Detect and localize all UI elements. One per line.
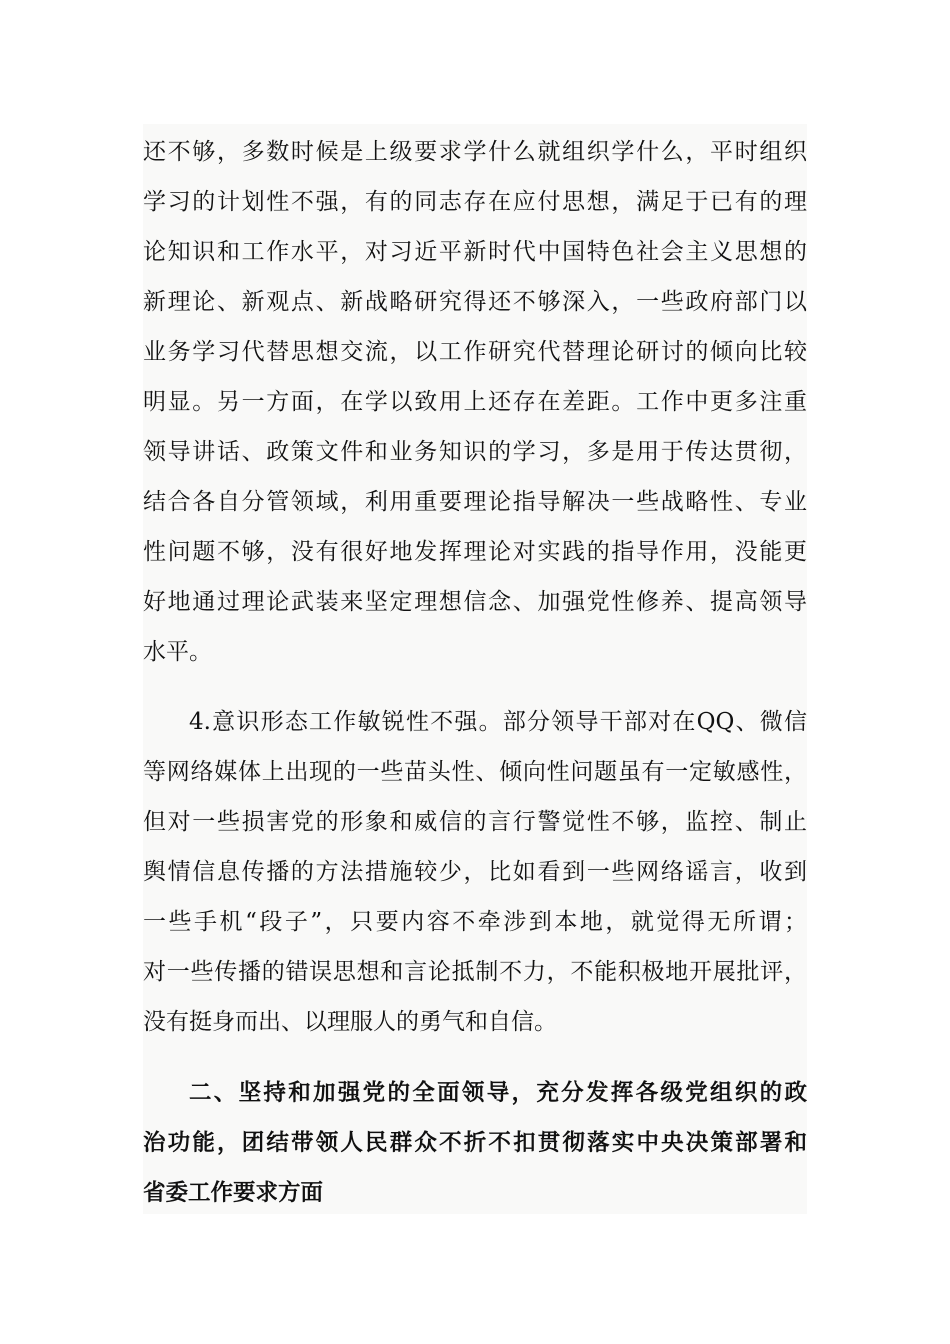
heading-line: 治功能，团结带领人民群众不折不扣贯彻落实中央决策部署和 — [143, 1130, 807, 1156]
text-line: 结合各自分管领域，利用重要理论指导解决一些战略性、专业 — [143, 489, 807, 515]
text-line: 业务学习代替思想交流，以工作研究代替理论研讨的倾向比较 — [143, 339, 807, 365]
text-line: 领导讲话、政策文件和业务知识的学习，多是用于传达贯彻， — [143, 439, 807, 465]
text-line: 对一些传播的错误思想和言论抵制不力，不能积极地开展批评， — [143, 959, 807, 985]
text-line: 舆情信息传播的方法措施较少，比如看到一些网络谣言，收到 — [143, 859, 807, 885]
text-line: 好地通过理论武装来坚定理想信念、加强党性修养、提高领导 — [143, 589, 807, 615]
text-line: 明显。另一方面，在学以致用上还存在差距。工作中更多注重 — [143, 389, 807, 415]
paragraph-theory-study — [143, 127, 807, 677]
text-line: 水平。 — [143, 639, 212, 665]
text-line: 没有挺身而出、以理服人的勇气和自信。 — [143, 1009, 557, 1035]
text-line: 新理论、新观点、新战略研究得还不够深入，一些政府部门以 — [143, 289, 807, 315]
text-line: 等网络媒体上出现的一些苗头性、倾向性问题虽有一定敏感性， — [143, 759, 807, 785]
text-line: 还不够，多数时候是上级要求学什么就组织学什么，平时组织 — [143, 139, 807, 165]
heading-line: 二、坚持和加强党的全面领导，充分发挥各级党组织的政 — [189, 1080, 807, 1106]
text-line: 学习的计划性不强，有的同志存在应付思想，满足于已有的理 — [143, 189, 807, 215]
text-line: 但对一些损害党的形象和威信的言行警觉性不够，监控、制止 — [143, 809, 807, 835]
text-line: 论知识和工作水平，对习近平新时代中国特色社会主义思想的 — [143, 239, 807, 265]
paragraph-ideology-work — [143, 697, 807, 1047]
text-line: 一些手机“段子”，只要内容不牵涉到本地，就觉得无所谓； — [143, 909, 807, 935]
text-line: 性问题不够，没有很好地发挥理论对实践的指导作用，没能更 — [143, 539, 807, 565]
heading-line: 省委工作要求方面 — [143, 1180, 324, 1206]
text-line: 4.意识形态工作敏锐性不强。部分领导干部对在QQ、微信 — [189, 709, 807, 735]
section-heading-2 — [143, 1068, 807, 1218]
